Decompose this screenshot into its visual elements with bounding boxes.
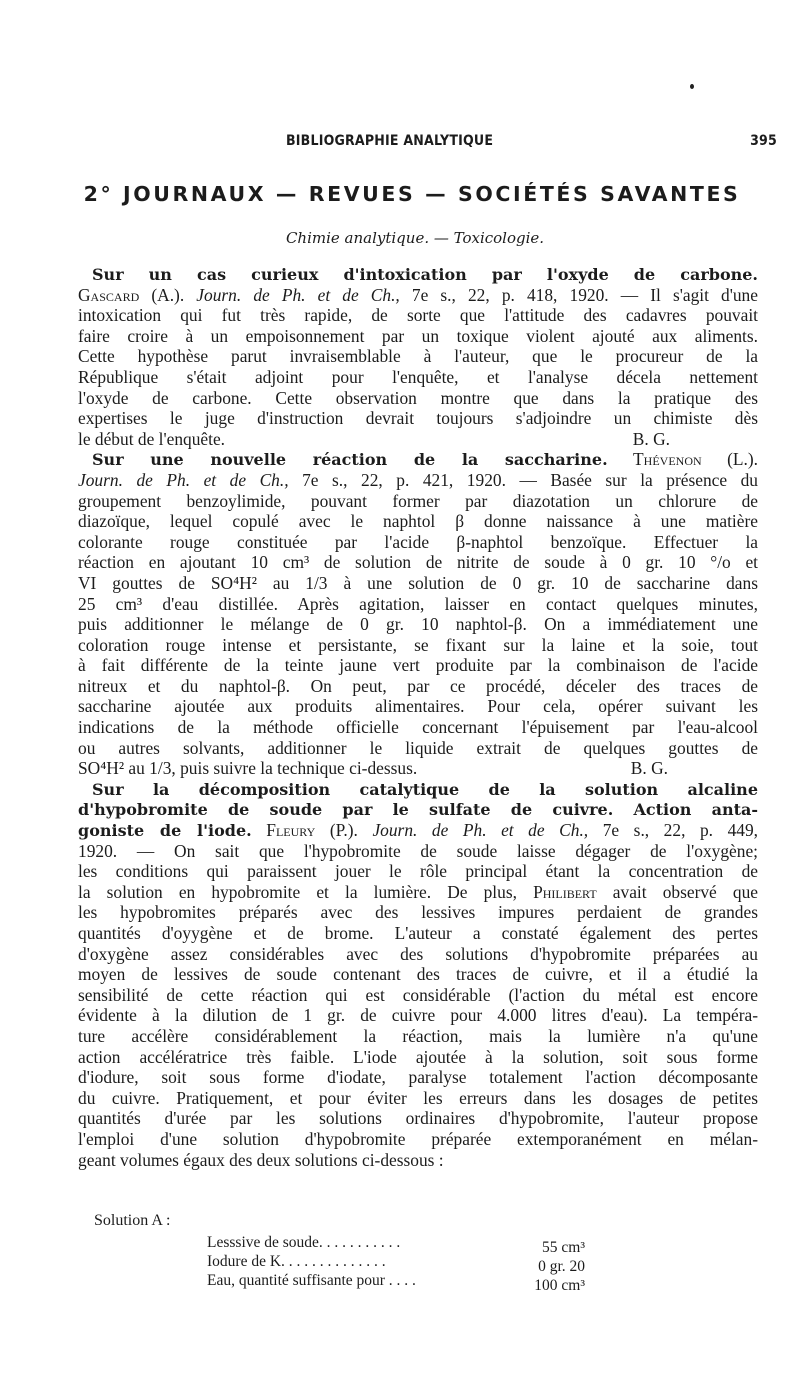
article-1-line: Gascard (A.). Journ. de Ph. et de Ch., 7e s., 22, p. 418, 1920. — Il s'agit d'une — [78, 284, 758, 305]
article-2-title: Sur une nouvelle réaction de la saccharine. — [92, 450, 608, 470]
author-name: Gascard — [78, 284, 140, 305]
article-2-line: 25 cm³ d'eau distillée. Après agitation, laisser en contact quelques minutes, — [78, 593, 758, 614]
signature: B. G. — [630, 758, 668, 779]
article-2-line: diazoïque, lequel copulé avec le naphtol β donne naissance à une matière — [78, 511, 758, 532]
article-3-line: moyen de lessives de soude contenant des traces de cuivre, et il a étudié la — [78, 964, 758, 985]
article-1-line: faire croire à un empoisonnement par un toxique violent ajouté aux aliments. — [78, 325, 758, 346]
article-3-line: quantités d'urée par les solutions ordinaires d'hypobromite, l'auteur propose — [78, 1108, 758, 1129]
article-2-line: puis additionner le mélange de 0 gr. 10 naphtol-β. On a immédiatement une — [78, 614, 758, 635]
ink-speck — [690, 84, 694, 89]
article-3-line: goniste de l'iode. Fleury (P.). Journ. de Ph. et de Ch., 7e s., 22, p. 449, — [78, 820, 758, 841]
article-3-line: d'oxygène assez considérables avec des solutions d'hypobromite préparées au — [78, 943, 758, 964]
subsection-title: Chimie analytique. — Toxicologie. — [285, 229, 545, 247]
ingredient-name: Lesssive de soude. . . . . . . . . . . — [207, 1234, 401, 1251]
article-3-line: évidente à la dilution de 1 gr. de cuivre pour 4.000 litres d'eau). La tempéra- — [78, 1005, 758, 1026]
article-1-title-line — [78, 264, 758, 285]
article-3-line: action accélératrice très faible. L'iode ajoutée à la solution, soit sous forme — [78, 1046, 758, 1067]
article-1-line: intoxication qui fut très rapide, de sorte que l'attitude des cadavres pouvait — [78, 305, 758, 326]
article-1-line: Cette hypothèse parut invraisemblable à l'auteur, que le procureur de la — [78, 346, 758, 367]
article-3-line: les conditions qui paraissent jouer le rôle principal étant la concentration de — [78, 861, 758, 882]
article-2-line: indications de la méthode officielle concernant l'épuisement par l'eau-alcool — [78, 717, 758, 738]
article-2-line: réaction en ajoutant 10 cm³ de solution de nitrite de soude à 0 gr. 10 °/o et — [78, 552, 758, 573]
article-body — [78, 264, 798, 1170]
ingredient-name: Iodure de K. . . . . . . . . . . . . . — [207, 1253, 386, 1270]
author-name: Thévenon — [633, 449, 702, 470]
article-3-title-line — [78, 779, 758, 800]
journal-name: Journ. de Ph. et de Ch., — [372, 820, 589, 841]
article-3-title-line: d'hypobromite de soude par le sulfate de cuivre. Action anta- — [78, 800, 758, 820]
article-3-title: Sur la décomposition catalytique de la solution alcaline — [92, 779, 758, 799]
running-header — [0, 133, 800, 151]
article-2-line: saccharine ajoutée aux produits alimentaires. Pour cela, opérer suivant les — [78, 696, 758, 717]
solution-label: Solution A : — [94, 1212, 171, 1229]
article-1-line: le début de l'enquête. B. G. — [78, 428, 670, 449]
running-title: BIBLIOGRAPHIE ANALYTIQUE — [286, 133, 494, 149]
article-1-line: République s'était adjoint pour l'enquête, et l'analyse décela nettement — [78, 366, 758, 387]
article-3-line: geant volumes égaux des deux solutions ci-dessous : — [78, 1149, 444, 1170]
article-3-line: du cuivre. Pratiquement, et pour éviter les erreurs dans les dosages de petites — [78, 1087, 758, 1108]
article-3-line: les hypobromites préparés avec des lessives impures perdaient de grandes — [78, 902, 758, 923]
author-name: Fleury — [266, 820, 316, 841]
article-1-line: l'oxyde de carbone. Cette observation montre que dans la pratique des — [78, 387, 758, 408]
ingredient-quantity: 100 cm³ — [534, 1277, 585, 1294]
ingredient-name: Eau, quantité suffisante pour . . . . — [207, 1272, 416, 1289]
article-3-line: la solution en hypobromite et la lumière. De plus, Philibert avait observé que — [78, 881, 758, 902]
article-2-line: groupement benzoylimide, pouvant former par diazotation un chlorure de — [78, 490, 758, 511]
article-1-line: expertises le juge d'instruction devrait toujours s'adjoindre un chimiste dès — [78, 408, 758, 429]
article-2-title-line: Sur une nouvelle réaction de la saccharine. Thévenon (L.). — [92, 449, 758, 470]
section-title: 2° JOURNAUX — REVUES — SOCIÉTÉS SAVANTES — [83, 182, 741, 206]
article-2-line: SO⁴H² au 1/3, puis suivre la technique ci-dessus. B. G. — [78, 758, 668, 779]
article-2-line: à fait différente de la teinte jaune vert produite par la combinaison de l'acide — [78, 655, 758, 676]
author-name: Philibert — [533, 881, 597, 902]
signature: B. G. — [632, 428, 670, 449]
article-3-line: 1920. — On sait que l'hypobromite de soude laisse dégager de l'oxygène; — [78, 840, 758, 861]
journal-name: Journ. de Ph. et de Ch., — [196, 284, 400, 305]
article-2-line: Journ. de Ph. et de Ch., 7e s., 22, p. 421, 1920. — Basée sur la présence du — [78, 469, 758, 490]
journal-name: Journ. de Ph. et de Ch., — [78, 469, 289, 490]
article-2-line: nitreux et du naphtol-β. On peut, par ce procédé, déceler des traces de — [78, 675, 758, 696]
article-3-line: ture accélère considérablement la réaction, mais la lumière n'a qu'une — [78, 1025, 758, 1046]
recipe-row — [207, 1272, 585, 1295]
article-2-line: ou autres solvants, additionner le liquide extrait de quelques gouttes de — [78, 737, 758, 758]
page-number: 395 — [750, 133, 777, 149]
article-2-line: VI gouttes de SO⁴H² au 1/3 à une solution de 0 gr. 10 de saccharine dans — [78, 572, 758, 593]
article-3-line: l'emploi d'une solution d'hypobromite préparée extemporanément en mélan- — [78, 1128, 758, 1149]
article-1-title: Sur un cas curieux d'intoxication par l'oxyde de carbone. — [92, 265, 758, 284]
article-2-line: coloration rouge intense et persistante, se fixant sur la laine et la soie, tout — [78, 634, 758, 655]
article-3-line: quantités d'oyygène et de brome. L'auteur a constaté également des pertes — [78, 923, 758, 943]
article-3-line: d'iodure, soit sous forme d'iodate, paralyse totalement l'action décomposante — [78, 1067, 758, 1088]
article-3-line: sensibilité de cette réaction qui est considérable (l'action du métal est encore — [78, 984, 758, 1005]
ingredient-quantity: 0 gr. 20 — [538, 1258, 585, 1275]
article-2-line: colorante rouge constituée par l'acide β-naphtol benzoïque. Effectuer la — [78, 531, 758, 552]
ingredient-quantity: 55 cm³ — [542, 1239, 585, 1256]
